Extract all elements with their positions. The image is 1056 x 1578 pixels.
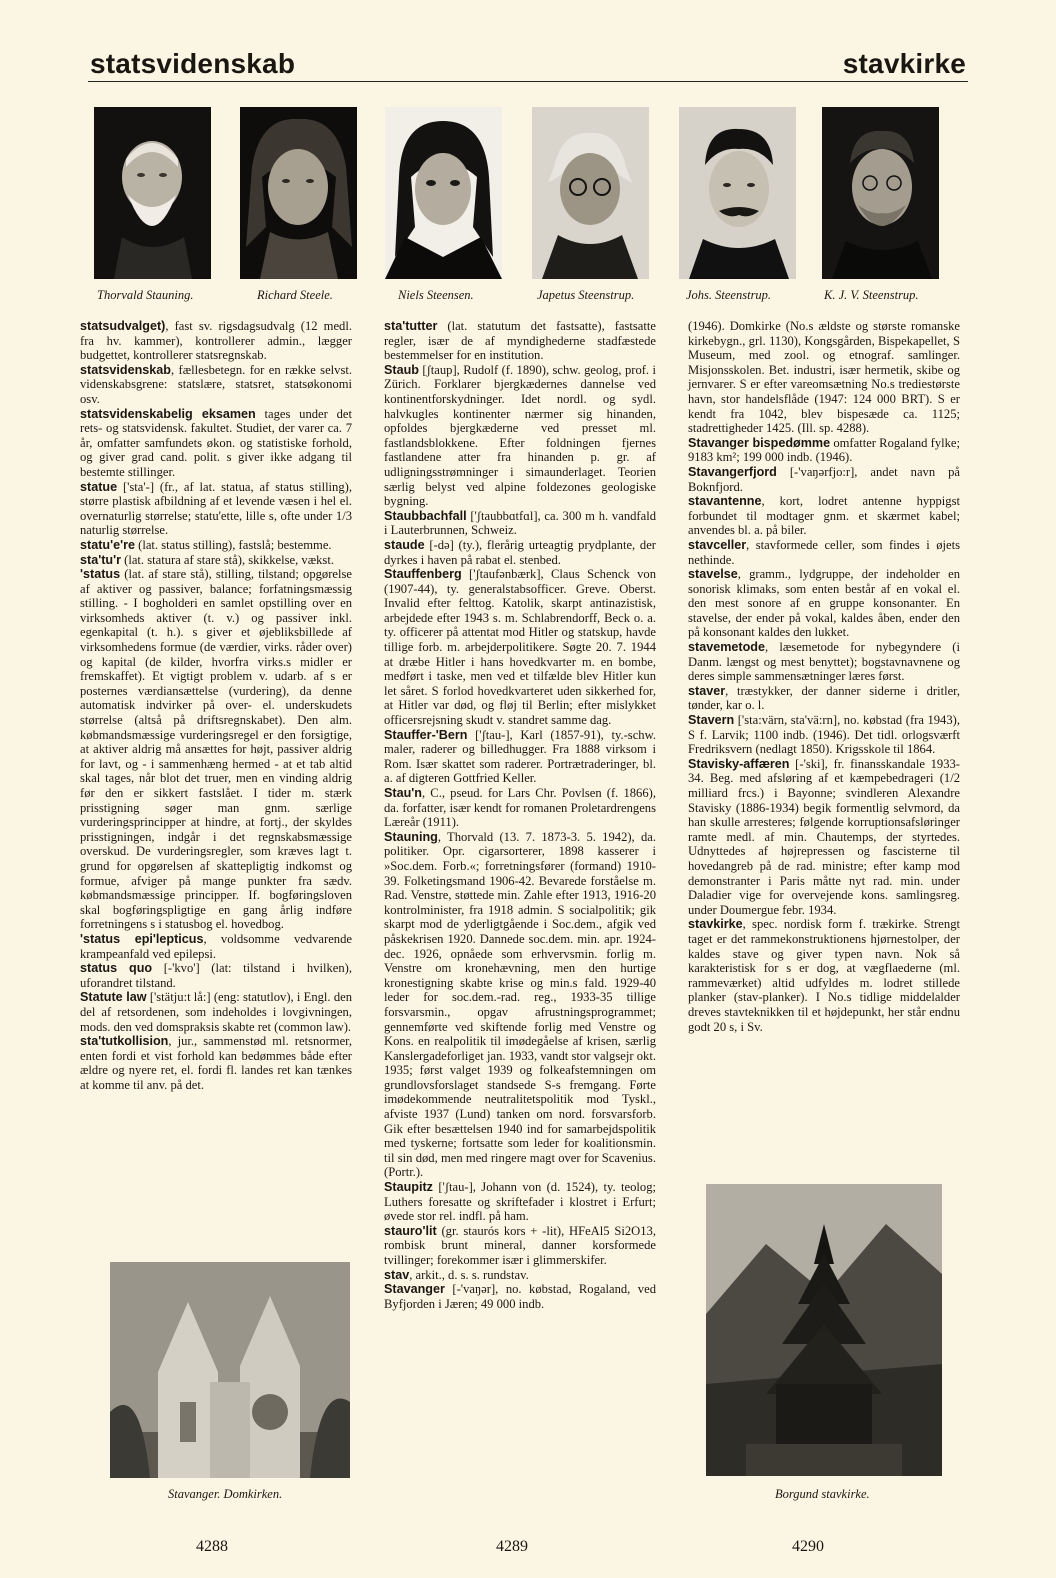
- entry-paragraph: Stavanger [-'vaŋər], no. købstad, Rogaland, ved Byfjorden i Jæren; 49 000 indb.: [384, 1282, 656, 1311]
- caption-kjv-steenstrup: K. J. V. Steenstrup.: [824, 288, 919, 302]
- entry-paragraph: stauro'lit (gr. staurós kors + -lit), HFeAl5 Si2O13, rombisk brunt mineral, danner korsformede tvillinger; forekommer især i glimmerskifer.: [384, 1223, 656, 1267]
- entry-paragraph: Stavanger bispedømme omfatter Rogaland fylke; 9183 km²; 199 000 indb. (1946).: [688, 435, 960, 465]
- portrait-thorvald-stauning: [94, 107, 211, 279]
- caption-thorvald-stauning: Thorvald Stauning.: [97, 288, 194, 302]
- entry-paragraph: Stavern ['sta:värn, sta'vä:rn], no. købstad (fra 1943), S f. Larvik; 1100 indb. (1946). Det tidl. orlogsværft Fredriksvern (nedlagt 1850). Krigsskole til 1864.: [688, 713, 960, 757]
- entry-paragraph: Statute law ['stätju:t lå:] (eng: statutlov), i Engl. den del af retsordenen, som indeholdes i lovgivningen, mods. den ved domspraksis skabte ret (common law).: [80, 990, 352, 1034]
- entry-paragraph: Staubbachfall ['ʃtaubbɑtfɑl], ca. 300 m h. vandfald i Lauterbrunnen, Schweiz.: [384, 508, 656, 538]
- entry-paragraph: Stauffer-'Bern ['ʃtau-], Karl (1857-91), ty.-schw. maler, raderer og billedhugger. Fra 1888 virksom i Rom. Især skattet som raderer. Portrætraderinger, bl. a. af digteren Gottfried Keller.: [384, 727, 656, 786]
- entry-paragraph: sta'tutter (lat. statutum det fastsatte), fastsatte regler, især de af myndighederne stadfæstede bestemmelser for en institution.: [384, 319, 656, 363]
- page-number-right: 4290: [792, 1538, 824, 1555]
- page-number-left: 4288: [196, 1538, 228, 1555]
- entry-paragraph: 'status epi'lepticus, voldsomme vedvarende krampeanfald ved epilepsi.: [80, 931, 352, 961]
- caption-richard-steele: Richard Steele.: [257, 288, 333, 302]
- caption-stavanger-domkirken: Stavanger. Domkirken.: [168, 1487, 283, 1501]
- entry-paragraph: stavkirke, spec. nordisk form f. trækirke. Strengt taget er det rammekonstruktionens hjørnestolper, der kaldes stave og giver typen navn. Nok så karakteristisk for s er dog, at vægflaederne (ml. rammeværket) altid udfyldes m. lodret stillede planker (stav-planker). I No.s tidlige middelalder dreves stavteknikken til et højdepunkt, her står endnu godt 20 s, i Sv.: [688, 917, 960, 1034]
- text-column-left: [80, 319, 352, 1092]
- entry-paragraph: stavceller, stavformede celler, som findes i øjets nethinde.: [688, 537, 960, 567]
- portrait-japetus-steenstrup: [532, 107, 649, 279]
- entry-paragraph: stav, arkit., d. s. s. rundstav.: [384, 1267, 529, 1282]
- portrait-johs-steenstrup: [679, 107, 796, 279]
- caption-borgund-stavkirke: Borgund stavkirke.: [775, 1487, 870, 1501]
- header-left-word: statsvidenskab: [90, 48, 296, 79]
- entry-paragraph: stavantenne, kort, lodret antenne hyppigst forbundet til modtager gnm. et skærmet kabel; anvendes bl. a. på biler.: [688, 494, 960, 538]
- entry-paragraph: Stauffenberg ['ʃtaufənbærk], Claus Schenck von (1907-44), ty. generalstabsofficer. Greve. Oberst. Invalid efter felttog. Katolik, skarpt antinazistisk, arbejdede efter 1943 s. m. Schlabrendorff, Beck o. a. ty. officerer på attentat mod Hitler og statskup, havde tillige forb. m. arbejderpolitikere. Søgte 20. 7. 1944 at dræbe Hitler i hans hovedkvarter m. en bombe, medført i taske, men ved et tilfælde blev Hitler kun let såret. S forlod hovedkvarteret uden sikkerhed for, at Hitler var død, og fløj til Berlin; efter mislykket officersrejsning skudt v. standret samme dag.: [384, 567, 656, 728]
- entry-paragraph: (1946). Domkirke (No.s ældste og største romanske kirkebygn., grl. 1130), Kongsgården, Bispekapellet, S Museum, med zool. og etnograf. samlinger. Misjonsskolen. Bet. industri, især hermetik, skibe og jernvarer. S er efter vareomsætning No.s trediestørste havn, stor handelsflåde (1947: 124 000 BRT). S er kendt fra 1042, blev bispesæde ca. 1125; stadrettigheder 1425. (Ill. sp. 4288).: [688, 319, 960, 436]
- text-column-middle: [384, 319, 656, 1311]
- entry-paragraph: stavelse, gramm., lydgruppe, der indeholder en sonorisk klimaks, som enten består af en vokal el. den mest sonore af en gruppe konsonanter. En stavelse, der ender på vokal, kaldes åben, ender den på konsonant kaldes den lukket.: [688, 567, 960, 640]
- entry-paragraph: sta'tutkollision, jur., sammenstød ml. retsnormer, enten fordi et vist forhold kan bedømmes både efter ældre og nyere ret, el. fordi fl. landes ret kan tænkes at komme til anv. på det.: [80, 1034, 352, 1092]
- caption-japetus-steenstrup: Japetus Steenstrup.: [537, 288, 635, 302]
- entry-paragraph: statsvidenskabelig eksamen tages under det rets- og statsvidensk. fakultet. Studiet, der varer ca. 7 år, omfatter samfundets økon. og statistiske forhold, og giver grad cand. polit. s giver ikke adgang til bestemte stillinger.: [80, 406, 352, 479]
- text-column-right: [688, 319, 960, 1034]
- entry-paragraph: 'status (lat. af stare stå), stilling, tilstand; opgørelse af aktiver og passiver, balance; forfatningsmæssig stilling. - I bogholderi en samlet opstilling over en virksomheds aktiver (t. v.) og passiver inkl. egenkapital (t. h.). s giver et øjebliksbillede af virksomhedens formue (de værdier, virks. råder over) og kapital (de kilder, hvorfra virks.s midler er fremskaffet). Et vigtigt problem v. udarb. af s er posternes værdiansættelse (vurdering), da denne automatisk indvirker på over- el. underskudets størrelse (altså på driftsregnskabet). Den alm. købmandsmæssige vurderingsregel er den forsigtige, at aktiver aldrig må ansættes for højt, passiver aldrig for lavt, og - i sammenhæng hermed - at et tab altid skal tages, når blot det truer, men en vinding aldrig før den er sikkert fastslået. I tider m. stærk prisstigning søger man gnm. særlige vurderingsprincipper at hindre, at fortj., der skyldes prisstigningen, indgår i det regnskabsmæssige overskud. De vurderingsregler, som kræves lagt t. grund for opgørelsen af skattepligtig indkomst og formue, afviger på mange punkter fra sædv. købmandsmæssige principper. If. bogføringsloven skal bogføringspligtige en gang årlig indføre forretningens s i statusbog el. hovedbog.: [80, 567, 352, 932]
- entry-paragraph: statue ['sta'-] (fr., af lat. statua, af status stilling), større plastisk afbildning af et levende væsen i hel el. overnaturlig størrelse; statu'ette, lille s, ofte under 1/3 naturlig størrelse.: [80, 479, 352, 538]
- header-right-word: stavkirke: [842, 48, 966, 79]
- entry-paragraph: staver, træstykker, der danner siderne i dritler, tønder, kar o. l.: [688, 683, 960, 713]
- header-rule: [88, 81, 968, 82]
- portrait-kjv-steenstrup: [822, 107, 939, 279]
- entry-paragraph: Stavisky-affæren [-'ski], fr. finansskandale 1933-34. Beg. med afsløring af et kæmpebedrageri (1/2 milliard frcs.) i Bayonne; svindleren Alexandre Stavisky (1886-1934) begik formentlig selvmord, da han skulle arresteres; følgende korruptionsafsløringer ramte medl. af min. Chautemps, der styrtedes. Udnyttedes af højrepressen og fascisterne til hovedangreb på de rad. ministre; efter kamp mod demonstranter i Paris måtte nyt rad. min. under Daladier vige for overvejende kons. samlingsreg. under Doumergue febr. 1934.: [688, 756, 960, 917]
- entry-paragraph: Stauning, Thorvald (13. 7. 1873-3. 5. 1942), da. politiker. Opr. cigarsorterer, 1898 kasserer i »Soc.dem. Forb.«; forretningsfører (formand) 1910-39. Folketingsmand 1906-42. Bevarede forståelse m. Rad. Venstre, støttede min. Zahle efter 1913, 1916-20 kontrolminister, fra 1918 admin. S socialpolitik; gik skarpt mod de yderligtgående i Soc.dem., afgik ved påskekrisen 1920. Dannede soc.dem. min. apr. 1924-dec. 1926, opnåede som erhvervsmin. forlig m. Venstre om kronehævning, men den hurtige kronestigning skabte krise og min.s fald. 1929-40 leder for soc.dem.-rad. reg., 1933-35 tillige forsvarsmin., opgav afrustningsprogrammet; gennemførte ved skiftende forlig med Venstre og Kons. en realpolitik til imødegåelse af krisen, særlig Kanslergadeforliget jan. 1933, vandt stor valgsejr okt. 1935; først valget 1939 og folkeafstemningen om grundlovsforslaget standsede S-s fremgang. Førte imødekommende neutralitetspolitik mod Tyskl., afviste 1937 (Lund) tanken om nord. forsvarsforb. Gik efter besættelsen 1940 ind for samarbejdspolitik med tyskerne; fortsatte som leder for koalitionsmin. til sin død, men med ringere magt over for Scavenius. (Portr.).: [384, 829, 656, 1180]
- entry-paragraph: Staupitz ['ʃtau-], Johann von (d. 1524), ty. teolog; Luthers foresatte og skriftefader i klostret i Erfurt; øvede stor rel. indfl. på ham.: [384, 1180, 656, 1224]
- page-number-middle: 4289: [496, 1538, 528, 1555]
- entry-paragraph: sta'tu'r (lat. statura af stare stå), skikkelse, vækst.: [80, 552, 334, 567]
- photo-stavanger-domkirken: [110, 1262, 350, 1478]
- portrait-niels-steensen: [385, 107, 502, 279]
- entry-paragraph: statu'e're (lat. status stilling), fastslå; bestemme.: [80, 537, 332, 552]
- caption-niels-steensen: Niels Steensen.: [398, 288, 474, 302]
- portrait-richard-steele: [240, 107, 357, 279]
- photo-borgund-stavkirke: [706, 1184, 942, 1476]
- entry-paragraph: status quo [-'kvo'] (lat: tilstand i hvilken), uforandret tilstand.: [80, 961, 353, 990]
- entry-paragraph: statsvidenskab, fællesbetegn. for en række selvst. videnskabsgrene: statslære, statsret, statsøkonomi osv.: [80, 362, 352, 406]
- entry-paragraph: stavemetode, læsemetode for nybegyndere (i Danm. længst og mest benyttet); bogstavnavnene og deres simple sammensætninger læres først.: [688, 640, 960, 684]
- entry-paragraph: statsudvalget), fast sv. rigsdagsudvalg (12 medl. fra hv. kammer), kontrollerer admin., lægger budgettet, kontrollerer statsregnskab.: [80, 319, 352, 363]
- entry-paragraph: Stavangerfjord [-'vaŋərfjo:r], andet navn på Boknfjord.: [688, 464, 960, 494]
- entry-paragraph: Staub [ʃtaup], Rudolf (f. 1890), schw. geolog, prof. i Zürich. Forklarer bjergkædernes dannelse ved kontinentforskydninger. Idet nordl. og sydl. halvkugles kontinenter nærmer sig hinanden, opfoldes bjergkæderne ved presset ml. fastlandsblokkene. Efter foldningen fjernes fastlandene atter fra hinanden p. gr. af udligningsstrømninger i simaunderlaget. Teorien særlig belyst ved alpine foldezones geologiske bygning.: [384, 362, 656, 509]
- entry-paragraph: Stau'n, C., pseud. for Lars Chr. Povlsen (f. 1866), da. forfatter, især kendt for romanen Proletardrengens Læreår (1911).: [384, 786, 656, 830]
- caption-johs-steenstrup: Johs. Steenstrup.: [686, 288, 772, 302]
- entry-paragraph: staude [-də] (ty.), flerårig urteagtig prydplante, der dyrkes i haven på rabat el. stenbed.: [384, 537, 656, 567]
